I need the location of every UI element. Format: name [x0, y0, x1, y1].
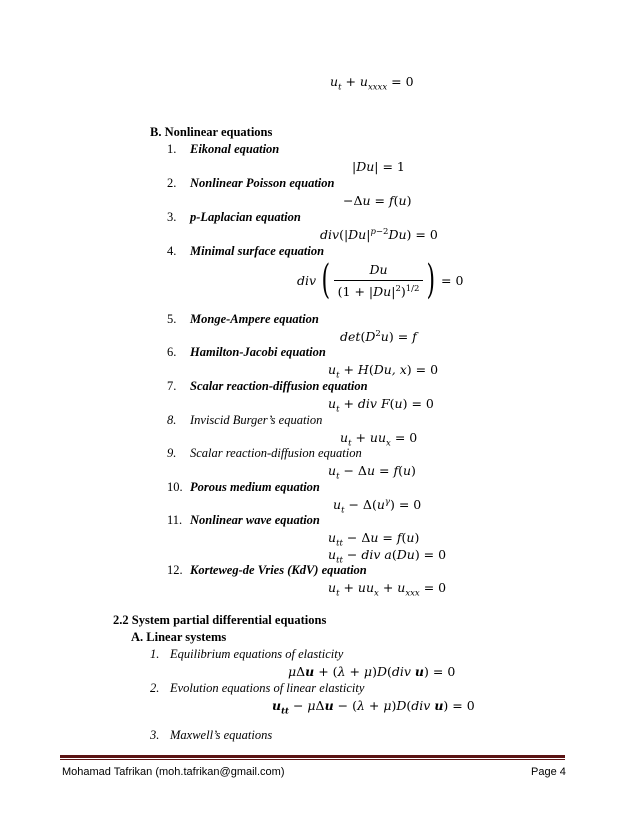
item-2-title: Nonlinear Poisson equation	[190, 176, 335, 190]
system-item-1-number: 1.	[150, 647, 160, 661]
item-5-title: Monge-Ampere equation	[190, 312, 319, 326]
item-10-number: 10.	[167, 480, 183, 494]
item-4-equation: div ( $\frac{Du}{(1 + |Du|^2)^{1/2}}$ ) = 0	[297, 257, 464, 303]
item-11-equation-2: $u_{tt}$ − div a(Du) = 0	[328, 547, 447, 566]
item-7-title: Scalar reaction-diffusion equation	[190, 379, 368, 393]
item-3-equation: $div(|Du|^{p-2}Du) = 0$	[320, 226, 438, 242]
item-8-title: Inviscid Burger’s equation	[190, 413, 323, 427]
item-12-number: 12.	[167, 563, 183, 577]
section-b-heading: B. Nonlinear equations	[150, 125, 273, 139]
item-11-title: Nonlinear wave equation	[190, 513, 320, 527]
system-item-2-title: Evolution equations of linear elasticity	[170, 681, 365, 695]
item-11-equation-1: $u_{tt} - \Delta u = f(u)$	[328, 530, 420, 549]
system-item-1-equation: μΔu + (λ + μ)D(div u) = 0	[288, 664, 456, 679]
item-11-number: 11.	[167, 513, 183, 527]
item-8-equation: $u_t + uu_x = 0$	[340, 430, 418, 449]
top-equation: $u_t + u_{xxxx} = 0$	[330, 74, 414, 93]
system-item-2-equation: $u_{tt} - \mu\Delta u - (\lambda + \mu)D(div$ u) = 0	[272, 698, 475, 717]
footer-rule-thick	[60, 755, 565, 758]
section-22-subheading: A. Linear systems	[131, 630, 227, 644]
item-2-number: 2.	[167, 176, 177, 190]
item-9-title: Scalar reaction-diffusion equation	[190, 446, 362, 460]
system-item-3-title: Maxwell’s equations	[170, 728, 273, 742]
item-6-title: Hamilton-Jacobi equation	[190, 345, 326, 359]
system-item-1-title: Equilibrium equations of elasticity	[170, 647, 344, 661]
item-3-title: p-Laplacian equation	[190, 210, 301, 224]
item-5-number: 5.	[167, 312, 177, 326]
item-7-number: 7.	[167, 379, 177, 393]
system-item-2-number: 2.	[150, 681, 160, 695]
footer-page-number: Page 4	[531, 766, 566, 778]
item-9-equation: $u_t - \Delta u = f(u)$	[328, 463, 416, 482]
system-item-3-number: 3.	[150, 728, 160, 742]
item-12-equation: $u_t + uu_x + u_{xxx} = 0$	[328, 580, 447, 599]
item-6-number: 6.	[167, 345, 177, 359]
item-4-number: 4.	[167, 244, 177, 258]
item-1-number: 1.	[167, 142, 177, 156]
item-2-equation: −Δu = f(u)	[343, 193, 412, 208]
item-10-equation: $u_t - \Delta(u^\gamma) = 0$	[333, 496, 422, 516]
item-8-number: 8.	[167, 413, 177, 427]
item-12-title: Korteweg-de Vries (KdV) equation	[190, 563, 367, 577]
footer-rule-thin	[60, 759, 565, 760]
section-22-heading: 2.2 System partial differential equations	[113, 613, 327, 627]
item-4-fraction: $\frac{Du}{(1 + |Du|^2)^{1/2}}$	[334, 262, 424, 299]
right-paren: )	[426, 257, 436, 303]
item-6-equation: $u_t + H(Du$, x) = 0	[328, 362, 439, 381]
item-3-number: 3.	[167, 210, 177, 224]
item-9-number: 9.	[167, 446, 177, 460]
item-1-title: Eikonal equation	[190, 142, 280, 156]
item-5-equation: $\det(D^2u) = f$	[340, 328, 417, 344]
item-4-div: div	[297, 272, 317, 288]
item-7-equation: $u_t$ + div F(u) = 0	[328, 396, 434, 415]
left-paren: (	[321, 257, 331, 303]
item-4-title: Minimal surface equation	[190, 244, 325, 258]
item-10-title: Porous medium equation	[190, 480, 320, 494]
item-1-equation: |Du| = 1	[352, 159, 405, 174]
footer-author: Mohamad Tafrikan (moh.tafrikan@gmail.com)	[62, 766, 285, 778]
